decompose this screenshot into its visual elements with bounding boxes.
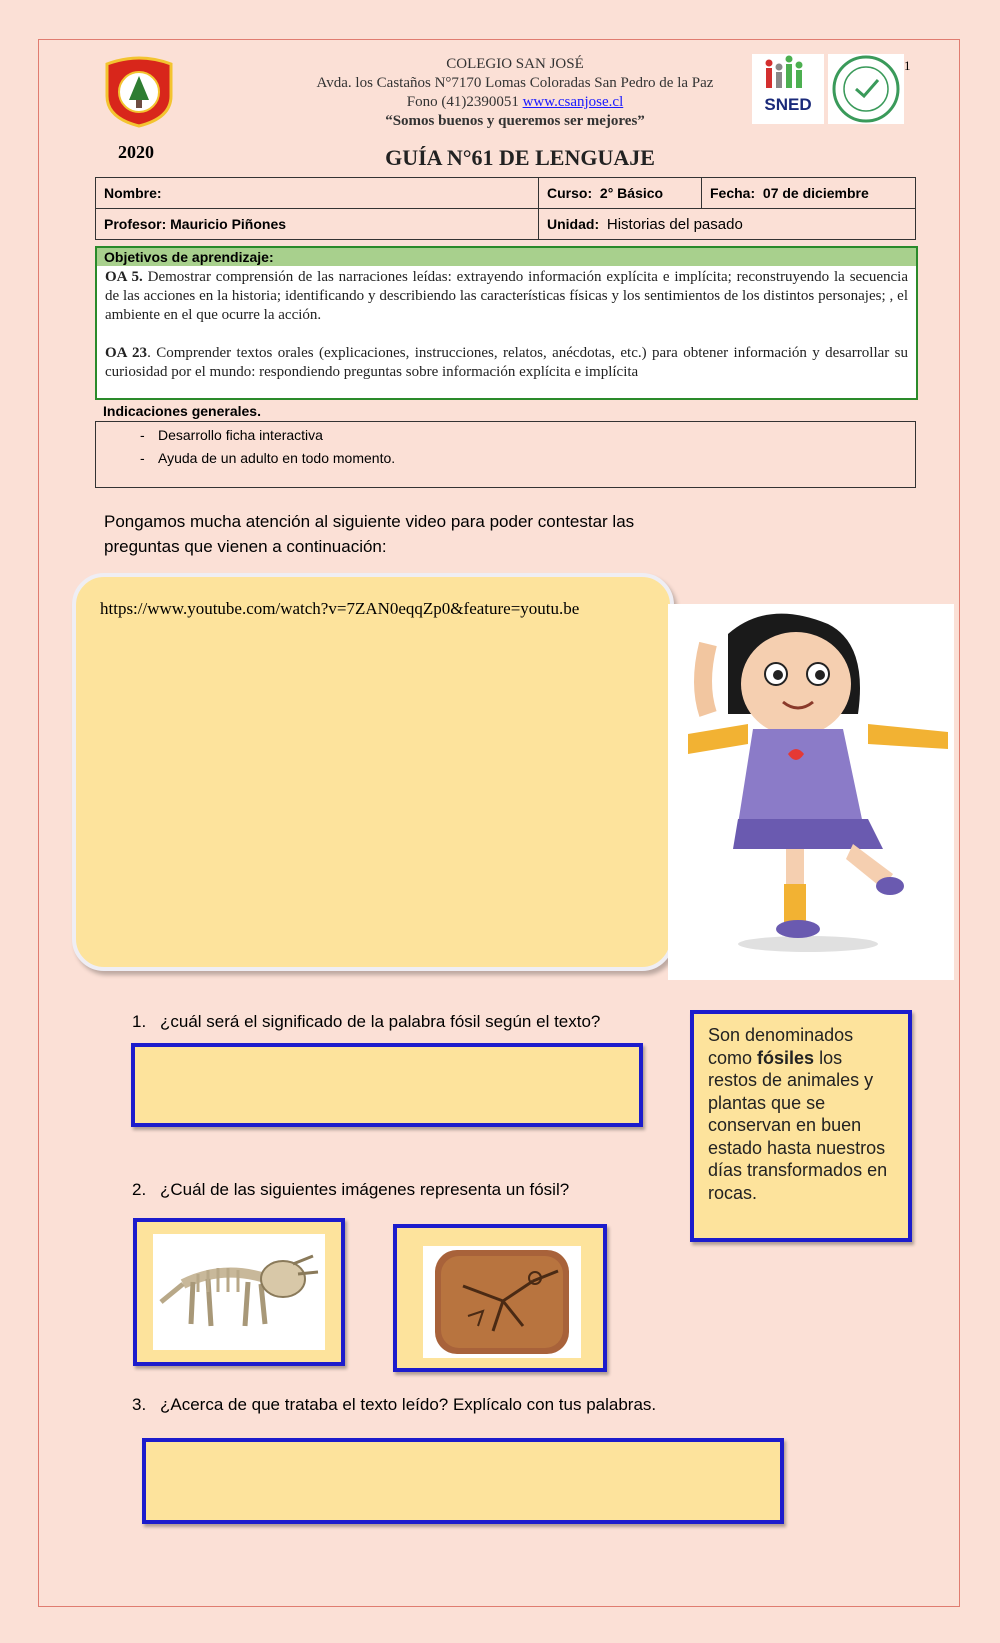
unit-label: Unidad: <box>547 215 600 232</box>
teacher-cell <box>96 209 539 240</box>
question-text: ¿Cuál de las siguientes imágenes representa un fósil? <box>160 1180 570 1199</box>
answer-3-input[interactable] <box>142 1438 784 1524</box>
learning-objectives <box>95 246 918 400</box>
certification-seal-logo <box>828 54 904 124</box>
intro-text: Pongamos mucha atención al siguiente video para poder contestar las preguntas que vienen a continuación: <box>104 512 635 556</box>
date-cell <box>702 178 916 209</box>
answer-1-input[interactable] <box>131 1043 643 1127</box>
date-value: 07 de diciembre <box>762 185 869 201</box>
student-info-table <box>95 177 916 240</box>
page-title: GUÍA N°61 DE LENGUAJE <box>385 145 655 170</box>
question-number: 3. <box>132 1395 147 1414</box>
date-label: Fecha: <box>710 185 756 201</box>
objectives-heading: Objetivos de aprendizaje: <box>97 248 916 266</box>
fossil-rock-image <box>423 1246 581 1358</box>
course-value: 2° Básico <box>599 185 664 201</box>
fossil-definition-box <box>690 1010 912 1242</box>
year: 2020 <box>118 142 154 162</box>
question-2 <box>132 1180 569 1200</box>
skeleton-icon <box>153 1234 325 1350</box>
definition-after: los restos de animales y plantas que se conservan en buen estado hasta nuestros días transformados en rocas. <box>708 1047 888 1203</box>
course-label: Curso: <box>547 185 593 201</box>
school-phone: Fono (41)2390051 <box>406 94 523 110</box>
indication-text: Desarrollo ficha interactiva <box>158 427 323 443</box>
option-triceratops-skeleton[interactable] <box>133 1218 345 1366</box>
name-cell[interactable] <box>96 178 539 209</box>
school-address: Avda. los Castaños N°7170 Lomas Coloradas San Pedro de la Paz <box>316 75 714 91</box>
video-link-box <box>72 573 674 971</box>
girl-cartoon-icon <box>668 604 954 980</box>
school-header <box>280 55 750 131</box>
video-url-link[interactable]: https://www.youtube.com/watch?v=7ZAN0eqqZp0&feature=youtu.be <box>100 599 580 618</box>
unit-value: Historias del pasado <box>606 215 743 233</box>
school-name: COLEGIO SAN JOSÉ <box>446 56 584 72</box>
name-label: Nombre: <box>104 185 162 201</box>
definition-before: Son denominados como <box>708 1025 854 1068</box>
list-item <box>96 447 915 470</box>
teacher-label: Profesor: Mauricio Piñones <box>104 216 287 232</box>
indications-list <box>96 424 915 470</box>
indications-heading: Indicaciones generales. <box>103 403 261 419</box>
page-number: 1 <box>904 58 911 73</box>
sned-figures-icon <box>752 54 824 94</box>
school-website-link[interactable]: www.csanjose.cl <box>522 94 624 110</box>
school-motto: “Somos buenos y queremos ser mejores” <box>385 113 645 129</box>
oa5-label: OA 5. <box>105 269 143 285</box>
definition-bold: fósiles <box>757 1047 815 1068</box>
school-contact <box>280 93 750 112</box>
girl-listening-illustration <box>668 604 954 980</box>
option-fossil-rock[interactable] <box>393 1224 607 1372</box>
oa23-label: OA 23 <box>105 345 148 361</box>
unit-cell <box>539 209 916 240</box>
objective-oa5 <box>97 266 916 327</box>
school-crest-logo <box>103 56 175 128</box>
course-cell <box>539 178 702 209</box>
question-number: 1. <box>132 1012 147 1031</box>
triceratops-skeleton-image <box>153 1234 325 1350</box>
indications-box <box>95 421 916 488</box>
list-item <box>96 424 915 447</box>
question-1 <box>132 1012 600 1032</box>
oa5-text: Demostrar comprensión de las narraciones leídas: extrayendo información explícita e implícita; reconstruyendo la secuencia de las acciones en la historia; identificando y describiendo las características físicas y los sentimientos de los distintos personajes; , el ambiente en el que ocurre la acción. <box>105 269 908 323</box>
fossil-definition-text <box>694 1014 908 1214</box>
question-text: ¿Acerca de que trataba el texto leído? Explícalo con tus palabras. <box>160 1395 657 1414</box>
question-text: ¿cuál será el significado de la palabra fósil según el texto? <box>160 1012 601 1031</box>
objective-oa23 <box>97 342 916 384</box>
oa23-text: . Comprender textos orales (explicaciones, instrucciones, relatos, anécdotas, etc.) para obtener información y desarrollar su curiosidad por el mundo: respondiendo preguntas sobre información explícita e implícita <box>105 345 908 380</box>
sned-logo <box>752 54 824 124</box>
indication-text: Ayuda de un adulto en todo momento. <box>158 450 396 466</box>
question-number: 2. <box>132 1180 147 1199</box>
question-3 <box>132 1395 656 1415</box>
fossil-icon <box>423 1246 581 1358</box>
sned-label: SNED <box>764 95 812 114</box>
